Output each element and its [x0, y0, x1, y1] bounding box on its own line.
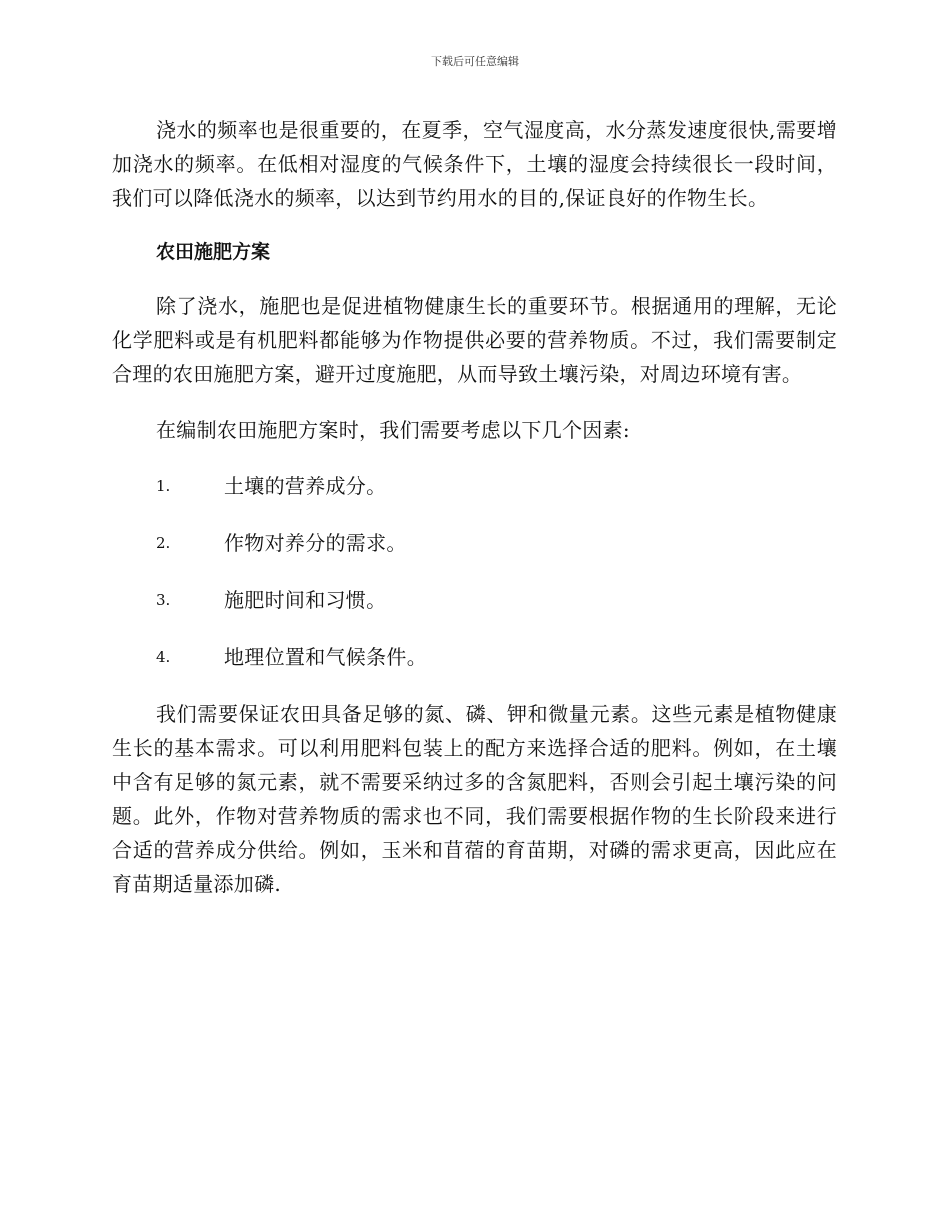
- list-number: 2.: [156, 534, 171, 552]
- list-text: 地理位置和气候条件。: [224, 645, 427, 669]
- paragraph-factors-intro: 在编制农田施肥方案时，我们需要考虑以下几个因素:: [156, 418, 630, 442]
- list-text: 施肥时间和习惯。: [224, 588, 387, 612]
- list-number: 3.: [156, 591, 171, 609]
- section-heading: 农田施肥方案: [156, 241, 271, 263]
- list-number: 1.: [156, 477, 171, 495]
- paragraph-watering-frequency: 浇水的频率也是很重要的，在夏季，空气湿度高，水分蒸发速度很快,需要增加浇水的频率。在低相对湿度的气候条件下，土壤的湿度会持续很长一段时间，我们可以降低浇水的频率，以达到节约用水的目的,保证良好的作物生长。: [112, 118, 837, 210]
- paragraph-fertilizing-intro: 除了浇水，施肥也是促进植物健康生长的重要环节。根据通用的理解，无论化学肥料或是有机肥料都能够为作物提供必要的营养物质。不过，我们需要制定合理的农田施肥方案，避开过度施肥，从而导致土壤污染，对周边环境有害。: [112, 294, 837, 386]
- list-number: 4.: [156, 648, 171, 666]
- document-body: [112, 113, 837, 901]
- list-item: [112, 526, 837, 560]
- list-text: 土壤的营养成分。: [224, 474, 387, 498]
- paragraph-nutrient-requirements: 我们需要保证农田具备足够的氮、磷、钾和微量元素。这些元素是植物健康生长的基本需求。可以利用肥料包装上的配方来选择合适的肥料。例如，在土壤中含有足够的氮元素，就不需要采纳过多的含氮肥料，否则会引起土壤污染的问题。此外，作物对营养物质的需求也不同，我们需要根据作物的生长阶段来进行合适的营养成分供给。例如，玉米和苜蓿的育苗期，对磷的需求更高，因此应在育苗期适量添加磷.: [112, 702, 837, 896]
- list-item: [112, 469, 837, 503]
- list-text: 作物对养分的需求。: [224, 531, 407, 555]
- factors-list: [112, 469, 837, 674]
- page-header: 下载后可任意编辑: [431, 55, 519, 68]
- list-item: [112, 640, 837, 674]
- list-item: [112, 583, 837, 617]
